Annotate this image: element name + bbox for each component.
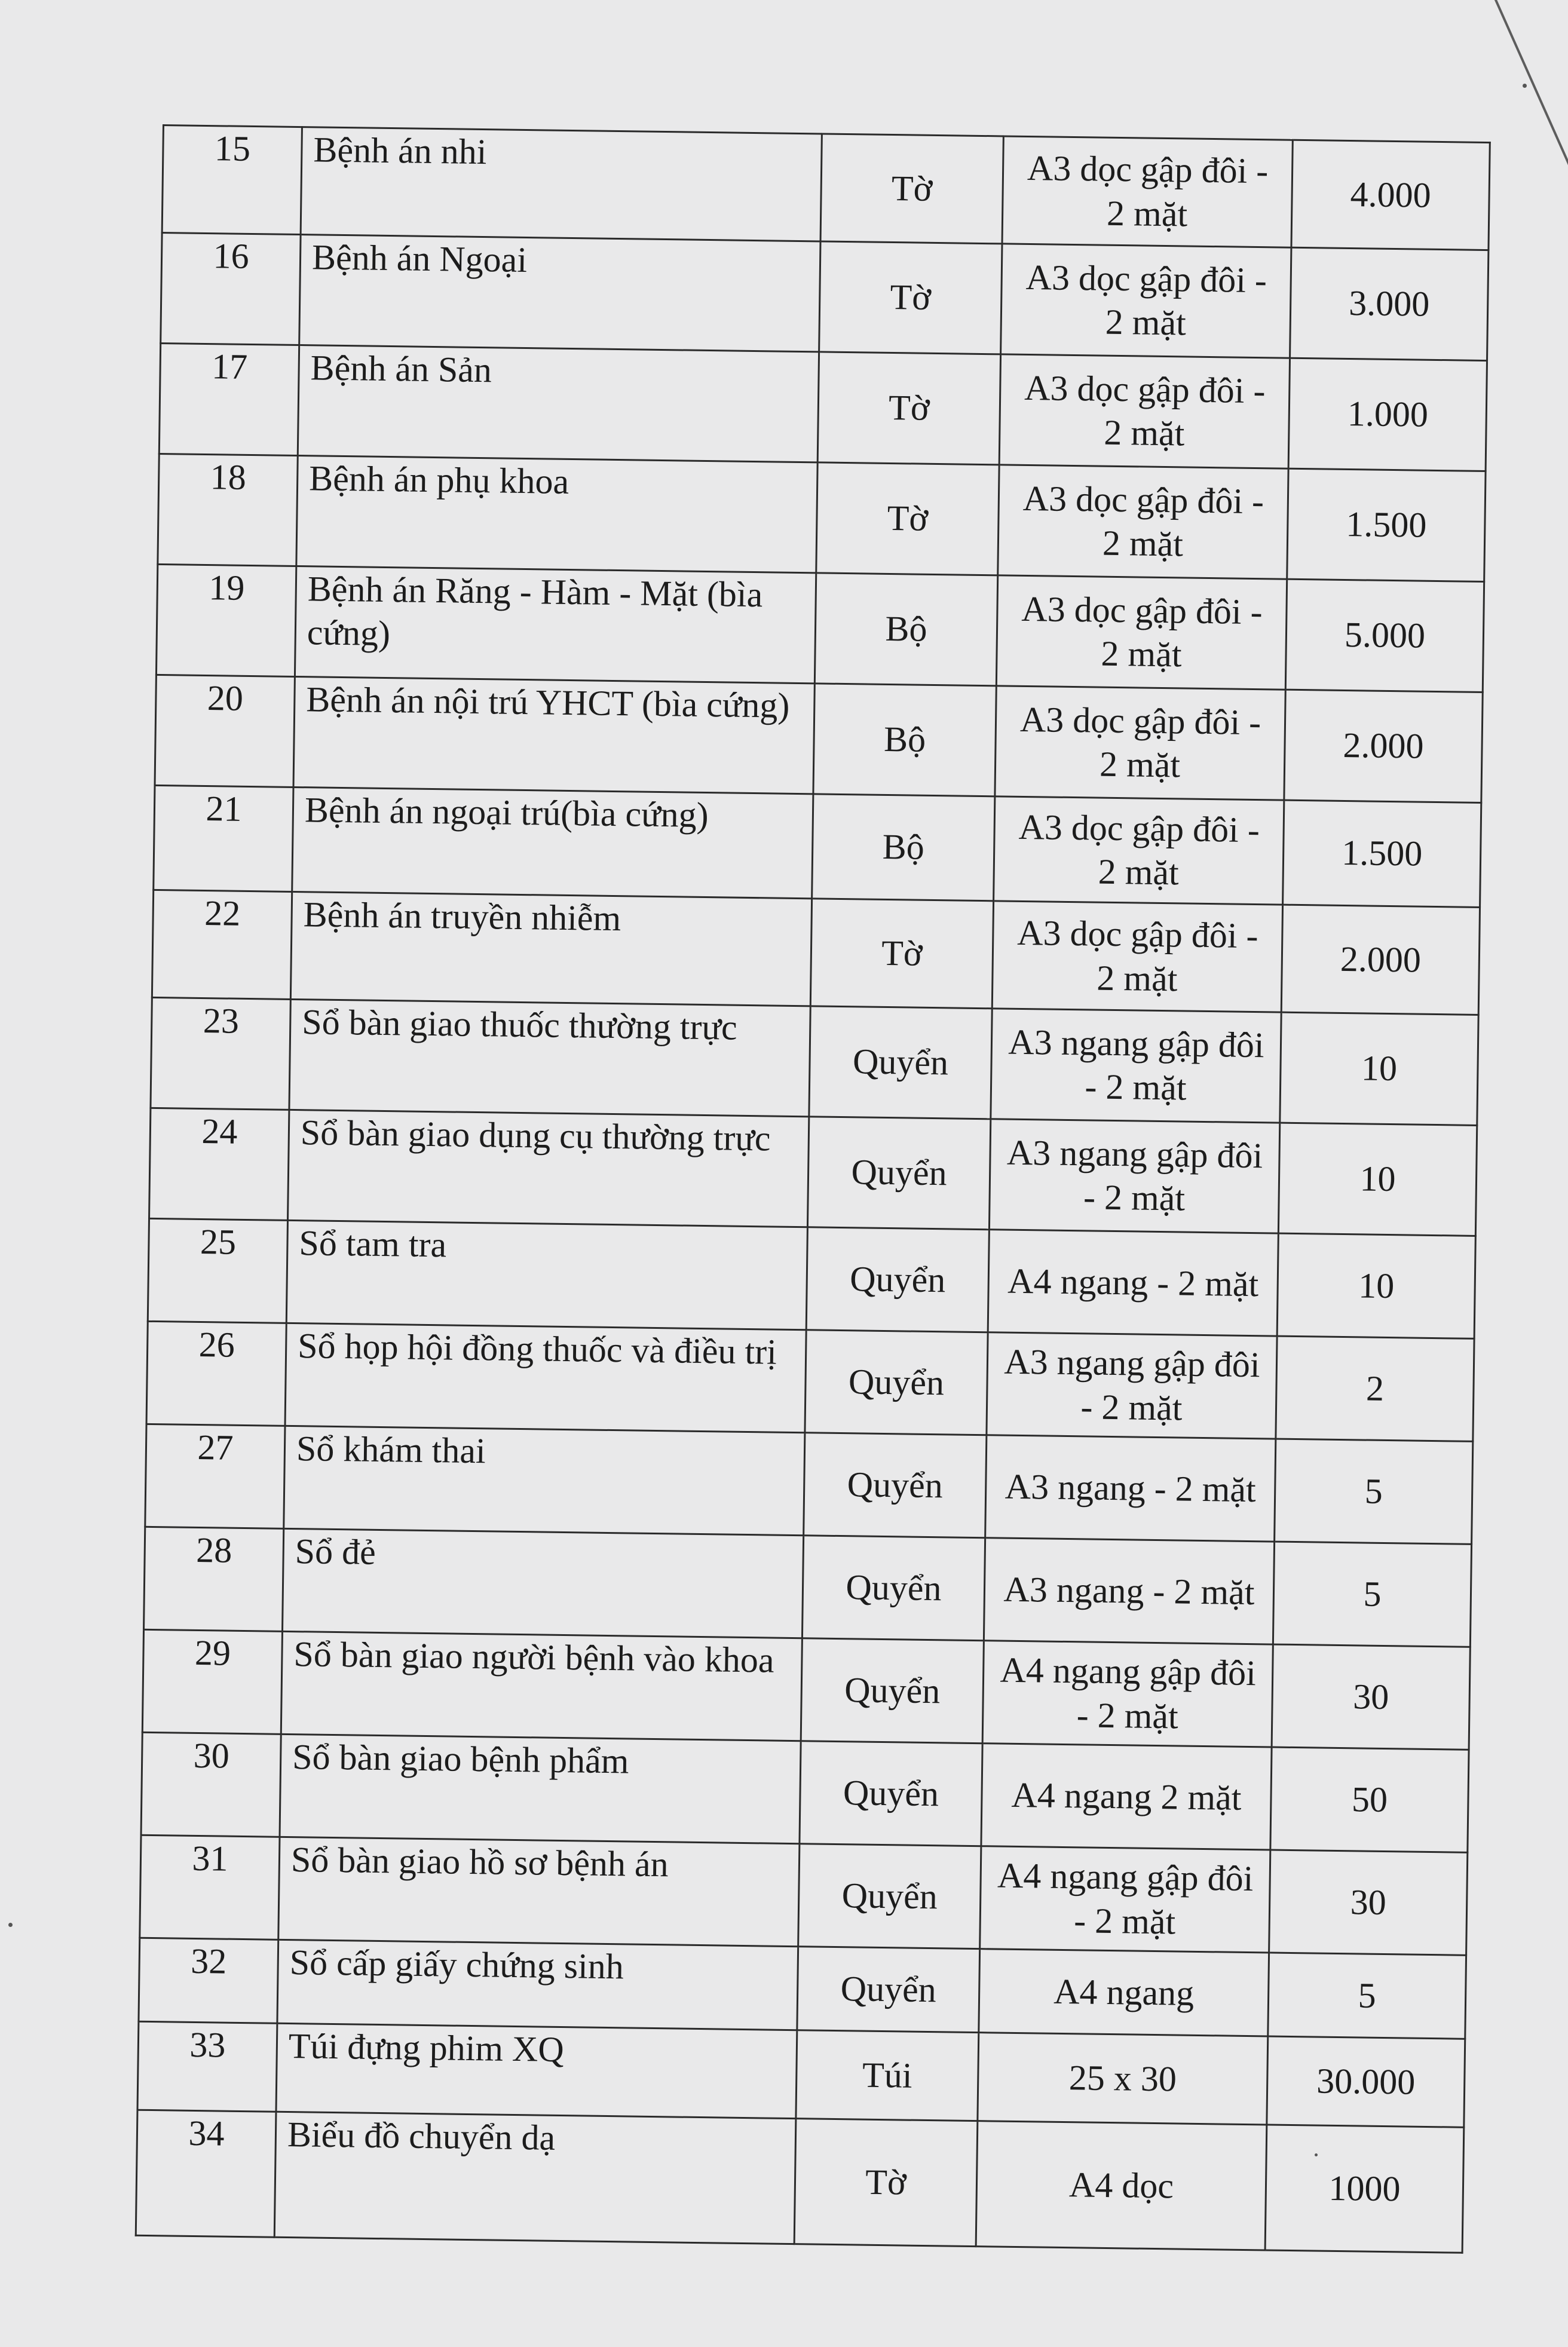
row-number: 21	[154, 785, 293, 891]
item-quantity: 30	[1269, 1850, 1468, 1955]
item-quantity: 10	[1280, 1012, 1478, 1125]
item-unit: Bộ	[812, 794, 995, 901]
row-number: 15	[162, 125, 302, 235]
item-spec: A4 ngang - 2 mặt	[988, 1230, 1278, 1336]
item-spec: A3 dọc gập đôi - 2 mặt	[1002, 136, 1293, 247]
item-name: Sổ bàn giao dụng cụ thường trực	[288, 1110, 809, 1227]
table-row	[142, 1629, 1470, 1749]
item-spec: A3 dọc gập đôi - 2 mặt	[994, 796, 1284, 905]
item-name: Sổ đẻ	[283, 1528, 804, 1638]
item-name: Bệnh án phụ khoa	[296, 456, 817, 573]
item-unit: Quyển	[802, 1536, 985, 1641]
item-name: Bệnh án nhi	[301, 127, 822, 241]
row-number: 34	[136, 2110, 276, 2237]
item-quantity: 1.000	[1288, 358, 1487, 471]
item-name: Biểu đồ chuyển dạ	[274, 2112, 796, 2244]
table-row	[158, 454, 1486, 581]
item-unit: Quyển	[806, 1227, 989, 1332]
item-unit: Tờ	[794, 2119, 978, 2247]
row-number: 27	[145, 1424, 285, 1528]
item-unit: Tờ	[820, 134, 1003, 244]
table-row	[162, 125, 1490, 250]
row-number: 16	[161, 233, 301, 345]
item-spec: A3 dọc gập đôi - 2 mặt	[996, 575, 1287, 690]
item-quantity: 10	[1277, 1233, 1475, 1338]
table-row	[145, 1424, 1473, 1544]
item-spec: A3 ngang gập đôi - 2 mặt	[989, 1119, 1279, 1233]
item-quantity: 2.000	[1284, 690, 1483, 802]
item-unit: Quyển	[800, 1741, 982, 1846]
row-number: 30	[141, 1732, 281, 1837]
item-spec: A4 ngang	[979, 1949, 1269, 2036]
item-unit: Quyển	[797, 1947, 980, 2033]
item-name: Bệnh án ngoại trú(bìa cứng)	[292, 787, 813, 898]
item-quantity: 50	[1270, 1747, 1469, 1852]
item-name: Sổ họp hội đồng thuốc và điều trị	[285, 1323, 806, 1432]
item-quantity: 4.000	[1291, 140, 1490, 250]
row-number: 23	[151, 997, 290, 1110]
item-quantity: 5	[1275, 1439, 1473, 1544]
item-name: Sổ bàn giao người bệnh vào khoa	[281, 1631, 802, 1741]
row-number: 20	[155, 675, 295, 787]
item-spec: A4 ngang gập đôi - 2 mặt	[980, 1846, 1270, 1953]
row-number: 18	[158, 454, 298, 566]
item-unit: Quyển	[804, 1433, 987, 1538]
item-quantity: 1000	[1265, 2125, 1464, 2253]
item-name: Bệnh án Răng - Hàm - Mặt (bìa cứng)	[295, 566, 816, 683]
item-unit: Bộ	[814, 573, 997, 686]
item-spec: 25 x 30	[978, 2033, 1268, 2125]
table-row	[151, 997, 1478, 1125]
item-quantity: 5	[1273, 1542, 1471, 1647]
table-row	[155, 675, 1483, 802]
table-body	[136, 125, 1490, 2253]
item-spec: A3 ngang - 2 mặt	[985, 1435, 1276, 1542]
item-spec: A3 ngang - 2 mặt	[984, 1538, 1274, 1644]
item-quantity: 2.000	[1281, 905, 1480, 1015]
item-spec: A4 ngang gập đôi - 2 mặt	[982, 1641, 1273, 1747]
table-row	[159, 343, 1487, 471]
row-number: 24	[149, 1108, 289, 1220]
item-spec: A3 dọc gập đôi - 2 mặt	[992, 901, 1282, 1012]
item-spec: A3 dọc gập đôi - 2 mặt	[995, 686, 1285, 800]
item-name: Bệnh án Ngoại	[299, 235, 820, 352]
table-row	[161, 233, 1489, 361]
item-unit: Quyển	[809, 1006, 992, 1119]
row-number: 33	[137, 2021, 277, 2112]
item-quantity: 5.000	[1285, 579, 1484, 692]
item-quantity: 1.500	[1287, 468, 1486, 581]
item-name: Sổ bàn giao bệnh phẩm	[280, 1734, 801, 1843]
row-number: 22	[152, 890, 292, 999]
item-unit: Quyển	[805, 1330, 988, 1435]
item-unit: Tờ	[819, 241, 1002, 354]
item-unit: Quyển	[807, 1117, 990, 1230]
item-spec: A3 ngang gập đôi - 2 mặt	[987, 1332, 1277, 1439]
item-spec: A4 dọc	[976, 2121, 1267, 2250]
table-row	[141, 1732, 1469, 1852]
item-unit: Túi	[796, 2030, 979, 2121]
item-quantity: 5	[1268, 1953, 1466, 2039]
item-quantity: 3.000	[1290, 247, 1489, 360]
item-spec: A3 dọc gập đôi - 2 mặt	[998, 465, 1288, 579]
supplies-table-container	[136, 124, 1489, 2208]
table-row	[144, 1527, 1472, 1647]
scan-speck	[8, 1923, 13, 1927]
table-row	[146, 1321, 1474, 1441]
item-name: Sổ tam tra	[286, 1220, 807, 1329]
item-name: Bệnh án truyền nhiễm	[290, 891, 811, 1006]
supplies-table	[135, 124, 1491, 2254]
item-name: Bệnh án Sản	[298, 345, 819, 462]
row-number: 25	[148, 1218, 287, 1323]
row-number: 26	[146, 1321, 286, 1426]
row-number: 31	[140, 1835, 280, 1940]
row-number: 32	[139, 1938, 278, 2023]
item-quantity: 30.000	[1267, 2036, 1465, 2127]
item-quantity: 2	[1276, 1336, 1474, 1441]
table-row	[156, 564, 1484, 692]
table-row	[148, 1218, 1475, 1338]
table-row	[154, 785, 1481, 907]
item-unit: Quyển	[798, 1844, 981, 1949]
item-spec: A3 dọc gập đôi - 2 mặt	[999, 354, 1290, 468]
item-quantity: 1.500	[1283, 800, 1481, 907]
item-quantity: 30	[1272, 1644, 1470, 1749]
item-unit: Quyển	[801, 1638, 984, 1744]
item-spec: A4 ngang 2 mặt	[981, 1744, 1272, 1850]
table-row	[136, 2110, 1464, 2253]
scan-speck	[1523, 84, 1527, 88]
table-row	[140, 1835, 1468, 1955]
table-row	[149, 1108, 1477, 1236]
item-name: Túi đựng phim XQ	[276, 2023, 797, 2118]
item-name: Bệnh án nội trú YHCT (bìa cứng)	[293, 676, 814, 793]
item-unit: Bộ	[813, 684, 996, 796]
table-row	[137, 2021, 1465, 2127]
item-unit: Tờ	[816, 462, 999, 575]
row-number: 29	[142, 1629, 282, 1734]
table-row	[152, 890, 1480, 1015]
row-number: 19	[156, 564, 296, 676]
item-name: Sổ bàn giao thuốc thường trực	[289, 999, 810, 1116]
item-spec: A3 ngang gập đôi - 2 mặt	[991, 1009, 1281, 1123]
item-spec: A3 dọc gập đôi - 2 mặt	[1001, 244, 1291, 358]
row-number: 17	[159, 343, 299, 455]
item-name: Sổ bàn giao hồ sơ bệnh án	[278, 1837, 800, 1946]
item-unit: Tờ	[810, 899, 993, 1009]
page-edge-mark	[1489, 0, 1568, 185]
item-name: Sổ khám thai	[284, 1426, 805, 1535]
item-unit: Tờ	[817, 352, 1000, 465]
item-quantity: 10	[1278, 1123, 1477, 1236]
row-number: 28	[144, 1527, 284, 1631]
item-name: Sổ cấp giấy chứng sinh	[277, 1940, 798, 2030]
